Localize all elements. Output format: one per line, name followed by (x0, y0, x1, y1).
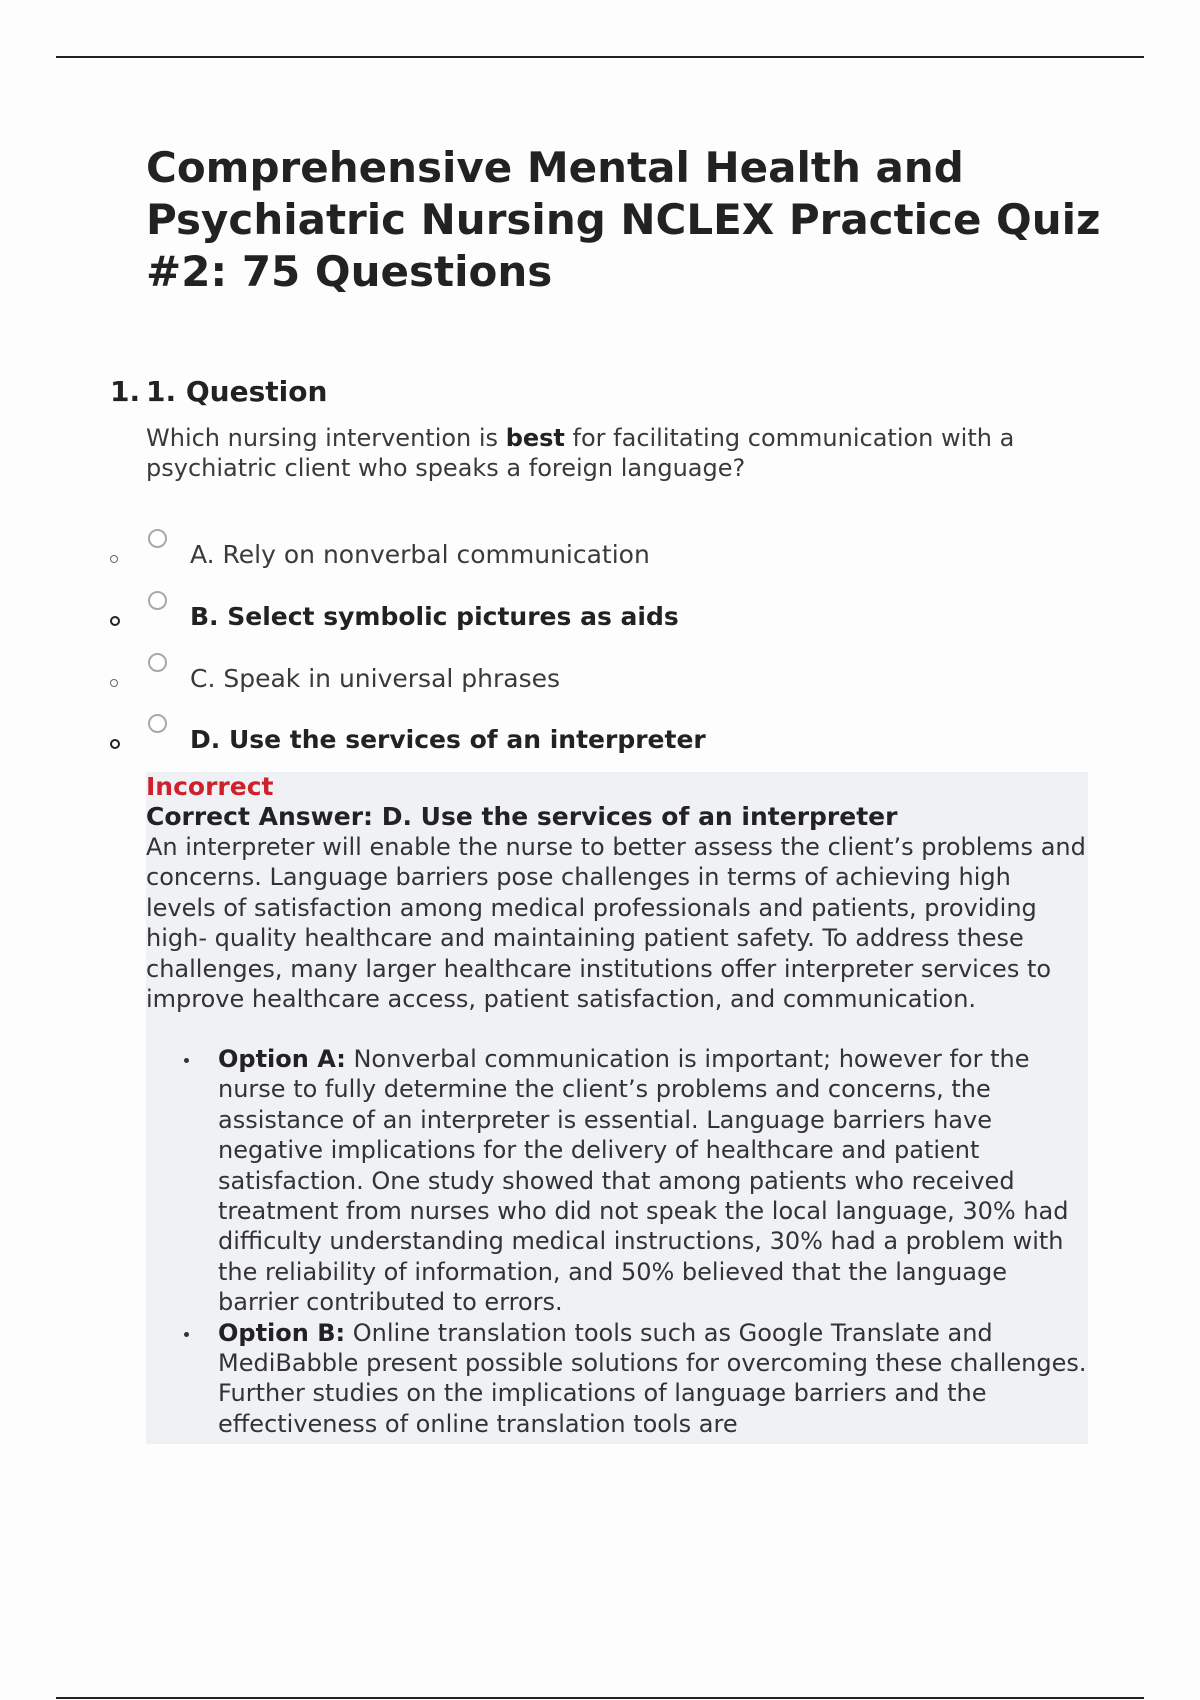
top-rule (56, 56, 1144, 58)
question-list-number: 1. (110, 375, 141, 408)
radio-button-icon[interactable] (148, 653, 167, 672)
answer-option-b[interactable] (104, 591, 1104, 631)
page-title: Comprehensive Mental Health and Psychiatric Nursing NCLEX Practice Quiz #2: 75 Questions (146, 143, 1101, 296)
question-text-part: for facilitating communication with a psychiatric client who speaks a foreign language? (146, 424, 1015, 482)
radio-button-icon[interactable] (148, 714, 167, 733)
option-note-text: Online translation tools such as Google Translate and MediBabble present possible solutions for overcoming these challenges. Further studies on the implications of language barriers and the effectiveness of online translation tools are (218, 1318, 1087, 1438)
option-note-b (182, 1318, 1088, 1440)
option-note-label: Option B: (218, 1318, 346, 1347)
correct-answer: Correct Answer: D. Use the services of an interpreter (146, 802, 898, 831)
list-bullet-icon (110, 555, 118, 563)
answer-option-c[interactable] (104, 653, 1104, 693)
list-bullet-icon (110, 739, 120, 749)
answer-option-d[interactable] (104, 714, 1104, 754)
option-note-text: Nonverbal communication is important; however for the nurse to fully determine the client’s problems and concerns, the assistance of an interpreter is essential. Language barriers have negative implications for the delivery of healthcare and patient satisfaction. One study showed that among patients who received treatment from nurses who did not speak the local language, 30% had difficulty understanding medical instructions, 30% had a problem with the reliability of information, and 50% believed that the language barrier contributed to errors. (218, 1045, 1069, 1317)
option-notes-list (182, 1044, 1088, 1439)
feedback-panel (146, 772, 1088, 1444)
answer-option-a[interactable] (104, 529, 1104, 569)
question-heading-text: 1. Question (146, 375, 328, 408)
option-label: B. Select symbolic pictures as aids (190, 602, 679, 631)
question-text (146, 423, 1086, 483)
radio-button-icon[interactable] (148, 591, 167, 610)
list-bullet-icon (110, 679, 118, 687)
option-note-label: Option A: (218, 1045, 346, 1073)
option-label: A. Rely on nonverbal communication (190, 540, 650, 569)
list-bullet-icon (110, 616, 120, 626)
question-heading (110, 374, 327, 410)
status-badge: Incorrect (146, 772, 274, 801)
option-note-a (182, 1044, 1088, 1318)
bottom-rule (56, 1697, 1144, 1699)
option-label: C. Speak in universal phrases (190, 664, 561, 693)
explanation-text: An interpreter will enable the nurse to better assess the client’s problems and concerns. Language barriers pose challenges in terms of achieving high levels of satisfaction among medical professionals and patients, providing high- quality healthcare and maintaining patient safety. To address these challenges, many larger healthcare institutions offer interpreter services to improve healthcare access, patient satisfaction, and communication. (146, 833, 1086, 1014)
question-text-emphasis: best (505, 424, 565, 452)
radio-button-icon[interactable] (148, 529, 167, 548)
question-text-part: Which nursing intervention is (146, 424, 506, 452)
option-label: D. Use the services of an interpreter (190, 725, 706, 754)
